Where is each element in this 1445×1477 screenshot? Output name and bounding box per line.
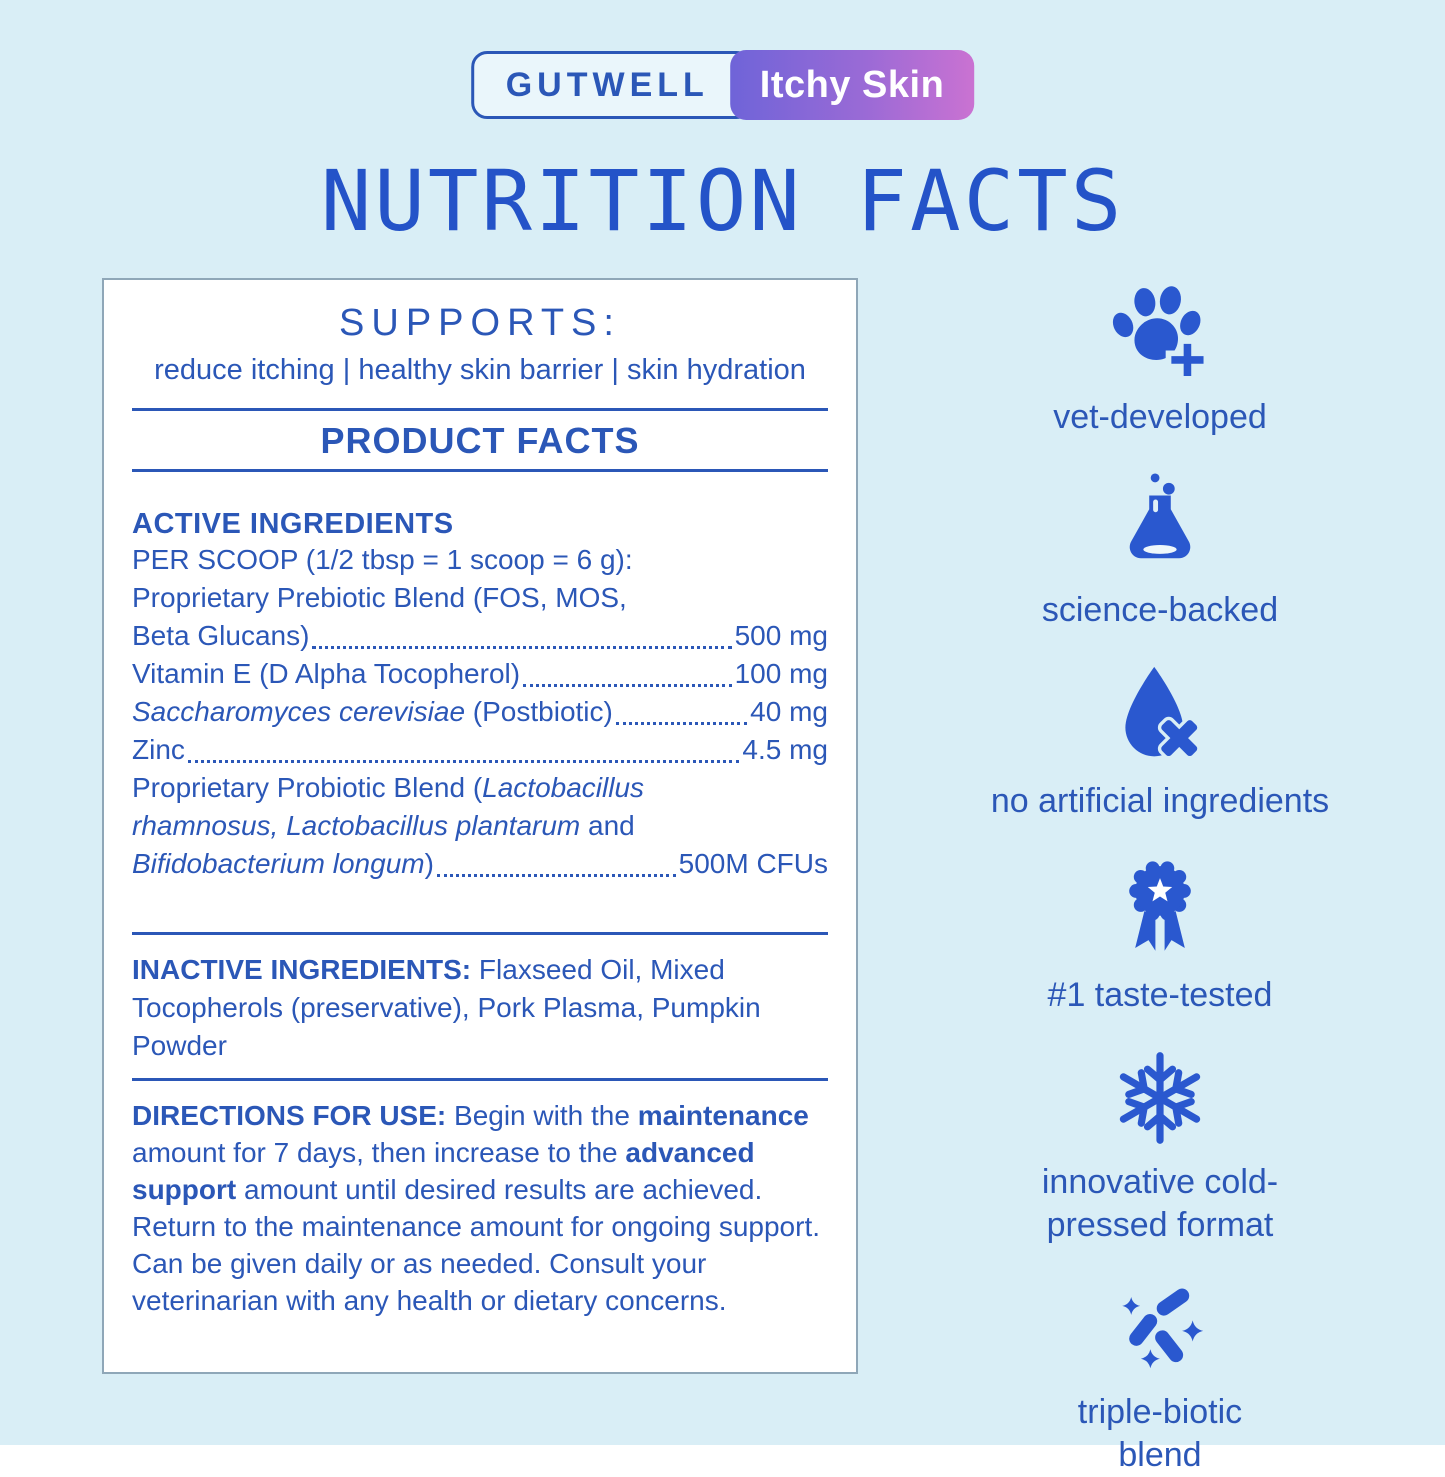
- product-facts-panel: [102, 278, 858, 1374]
- dot-leader: [523, 684, 732, 687]
- benefit-label: science-backed: [1041, 591, 1279, 629]
- divider: [132, 932, 828, 935]
- benefit-science-backed: [1042, 472, 1278, 632]
- benefit-triple-biotic: [1078, 1280, 1242, 1477]
- brand-logo: [471, 50, 975, 120]
- per-scoop-line: PER SCOOP (1/2 tbsp = 1 scoop = 6 g):: [132, 544, 633, 575]
- inactive-ingredients-paragraph: INACTIVE INGREDIENTS: Flaxseed Oil, Mixed Tocopherols (preservative), Pork Plasma, Pumpkin Powder: [132, 954, 761, 1061]
- ingredient-line: Proprietary Probiotic Blend (Lactobacillus: [132, 772, 645, 803]
- benefit-label: #1 taste-tested: [1047, 976, 1273, 1014]
- divider: [132, 469, 828, 472]
- benefit-vet-developed: [1053, 284, 1267, 439]
- benefit-taste-tested: [1048, 856, 1273, 1017]
- snowflake-icon: [1112, 1050, 1208, 1146]
- bacteria-sparkle-icon: [1112, 1280, 1208, 1376]
- divider: [132, 1078, 828, 1081]
- ingredient-line: rhamnosus, Lactobacillus plantarum and: [132, 810, 635, 841]
- dot-leader: [437, 874, 676, 877]
- brand-logo-box: [471, 51, 752, 119]
- ingredient-row: Beta Glucans) 500 mg: [132, 620, 828, 651]
- product-facts-heading: PRODUCT FACTS: [320, 420, 640, 461]
- droplet-x-icon: [1110, 665, 1210, 765]
- benefit-label: no artificial ingredients: [990, 782, 1330, 820]
- active-ingredients-heading: ACTIVE INGREDIENTS: [132, 508, 454, 540]
- paw-plus-icon: [1107, 284, 1213, 381]
- directions-paragraph: DIRECTIONS FOR USE: Begin with the maintenance amount for 7 days, then increase to the advanced support amount until desired results are achieved. Return to the maintenance amount for ongoing support. Can be given daily or as needed. Consult your veterinarian with any health or dietary concerns.: [132, 1100, 820, 1316]
- ingredient-row: Saccharomyces cerevisiae (Postbiotic) 40 mg: [132, 696, 828, 727]
- divider: [132, 408, 828, 411]
- benefit-label: innovative cold- pressed format: [1041, 1163, 1279, 1244]
- benefit-label: vet-developed: [1053, 398, 1267, 436]
- supports-benefits-line: reduce itching | healthy skin barrier | skin hydration: [154, 354, 806, 386]
- dot-leader: [188, 760, 739, 763]
- ingredient-row: Bifidobacterium longum) 500M CFUs: [132, 848, 828, 879]
- inactive-ingredients-heading: INACTIVE INGREDIENTS:: [132, 954, 472, 985]
- ingredient-row: Zinc 4.5 mg: [132, 734, 828, 765]
- variant-name: Itchy Skin: [759, 63, 945, 106]
- benefit-no-artificial: [991, 665, 1329, 823]
- page-title: NUTRITION FACTS: [320, 152, 1125, 250]
- dot-leader: [312, 646, 731, 649]
- ingredient-line: Proprietary Prebiotic Blend (FOS, MOS,: [132, 582, 627, 613]
- brand-name: GUTWELL: [505, 65, 709, 104]
- benefit-cold-pressed: [1042, 1050, 1278, 1247]
- benefits-column: [928, 284, 1392, 1477]
- directions-heading: DIRECTIONS FOR USE:: [132, 1100, 447, 1131]
- flask-icon: [1111, 472, 1209, 574]
- dot-leader: [616, 722, 747, 725]
- ingredient-row: Vitamin E (D Alpha Tocopherol) 100 mg: [132, 658, 828, 689]
- supports-heading: SUPPORTS:: [339, 302, 621, 344]
- benefit-label: triple-biotic blend: [1077, 1393, 1243, 1474]
- award-ribbon-icon: [1114, 856, 1206, 959]
- product-variant-badge: [730, 50, 975, 120]
